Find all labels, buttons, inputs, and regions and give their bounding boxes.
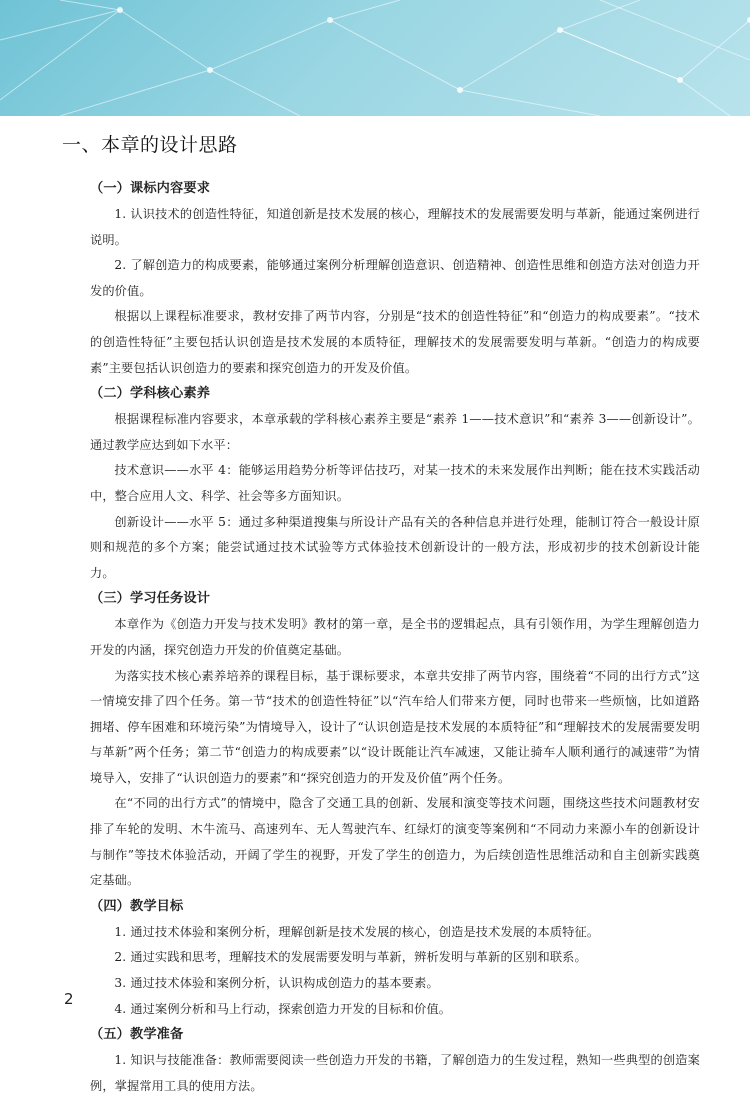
section-title: （五）教学准备 xyxy=(90,1027,184,1043)
network-pattern xyxy=(0,0,750,116)
chapter-heading: 一、本章的设计思路 xyxy=(62,134,238,156)
paragraph: 本章作为《创造力开发与技术发明》教材的第一章，是全书的逻辑起点，具有引领作用，为学生理解创造力开发的内涵，探究创造力开发的价值奠定基础。 xyxy=(90,617,700,657)
paragraph: 在“不同的出行方式”的情境中，隐含了交通工具的创新、发展和演变等技术问题，围绕这些技术问题教材安排了车轮的发明、木牛流马、高速列车、无人驾驶汽车、红绿灯的演变等案例和“不同动力来源小车的创新设计与制作”等技术体验活动，开阔了学生的视野，开发了学生的创造力，为后续创造性思维活动和自主创新实践奠定基础。 xyxy=(90,796,700,888)
paragraph: 2. 通过实践和思考，理解技术的发展需要发明与革新，辨析发明与革新的区别和联系。 xyxy=(114,950,587,965)
paragraph: 1. 通过技术体验和案例分析，理解创新是技术发展的核心，创造是技术发展的本质特征。 xyxy=(114,924,600,939)
paragraph: 4. 通过案例分析和马上行动，探索创造力开发的目标和价值。 xyxy=(114,1001,452,1016)
paragraph: 1. 认识技术的创造性特征，知道创新是技术发展的核心，理解技术的发展需要发明与革新，能通过案例进行说明。 xyxy=(90,207,700,247)
section-title: （四）教学目标 xyxy=(90,898,184,914)
paragraph: 2. 了解创造力的构成要素，能够通过案例分析理解创造意识、创造精神、创造性思维和创造方法对创造力开发的价值。 xyxy=(90,258,700,298)
paragraph: 根据课程标准内容要求，本章承载的学科核心素养主要是“素养 1——技术意识”和“素养 3——创新设计”。通过教学应达到如下水平： xyxy=(90,412,700,452)
paragraph: 1. 知识与技能准备：教师需要阅读一些创造力开发的书籍，了解创造力的生发过程，熟知一些典型的创造案例，掌握常用工具的使用方法。 xyxy=(90,1053,700,1093)
paragraph: 为落实技术核心素养培养的课程目标，基于课标要求，本章共安排了两节内容，围绕着“不同的出行方式”这一情境安排了四个任务。第一节“技术的创造性特征”以“汽车给人们带来方便，同时也带来一些烦恼，比如道路拥堵、停车困难和环境污染”为情境导入，设计了“认识创造是技术发展的本质特征”和“理解技术的发展需要发明与革新”两个任务；第二节“创造力的构成要素”以“设计既能让汽车减速，又能让骑车人顺利通行的减速带”为情境导入，安排了“认识创造力的要素”和“探究创造力的开发及价值”两个任务。 xyxy=(90,668,700,785)
section-title: （一）课标内容要求 xyxy=(90,181,211,196)
paragraph: 3. 通过技术体验和案例分析，认识构成创造力的基本要素。 xyxy=(114,976,439,991)
section-title: （三）学习任务设计 xyxy=(90,591,211,607)
header-banner xyxy=(0,0,750,116)
section-title: （二）学科核心素养 xyxy=(90,386,211,402)
paragraph: 创新设计——水平 5：通过多种渠道搜集与所设计产品有关的各种信息并进行处理，能制订符合一般设计原则和规范的多个方案；能尝试通过技术试验等方式体验技术创新设计的一般方法，形成初步的技术创新设计能力。 xyxy=(90,514,700,580)
paragraph: 技术意识——水平 4：能够运用趋势分析等评估技巧，对某一技术的未来发展作出判断；能在技术实践活动中，整合应用人文、科学、社会等多方面知识。 xyxy=(90,463,700,503)
page-number: 2 xyxy=(64,990,74,1008)
paragraph: 根据以上课程标准要求，教材安排了两节内容，分别是“技术的创造性特征”和“创造力的构成要素”。“技术的创造性特征”主要包括认识创造是技术发展的本质特征，理解技术的发展需要发明与革新。“创造力的构成要素”主要包括认识创造力的要素和探究创造力的开发及价值。 xyxy=(90,309,700,375)
main-content xyxy=(90,176,700,1099)
